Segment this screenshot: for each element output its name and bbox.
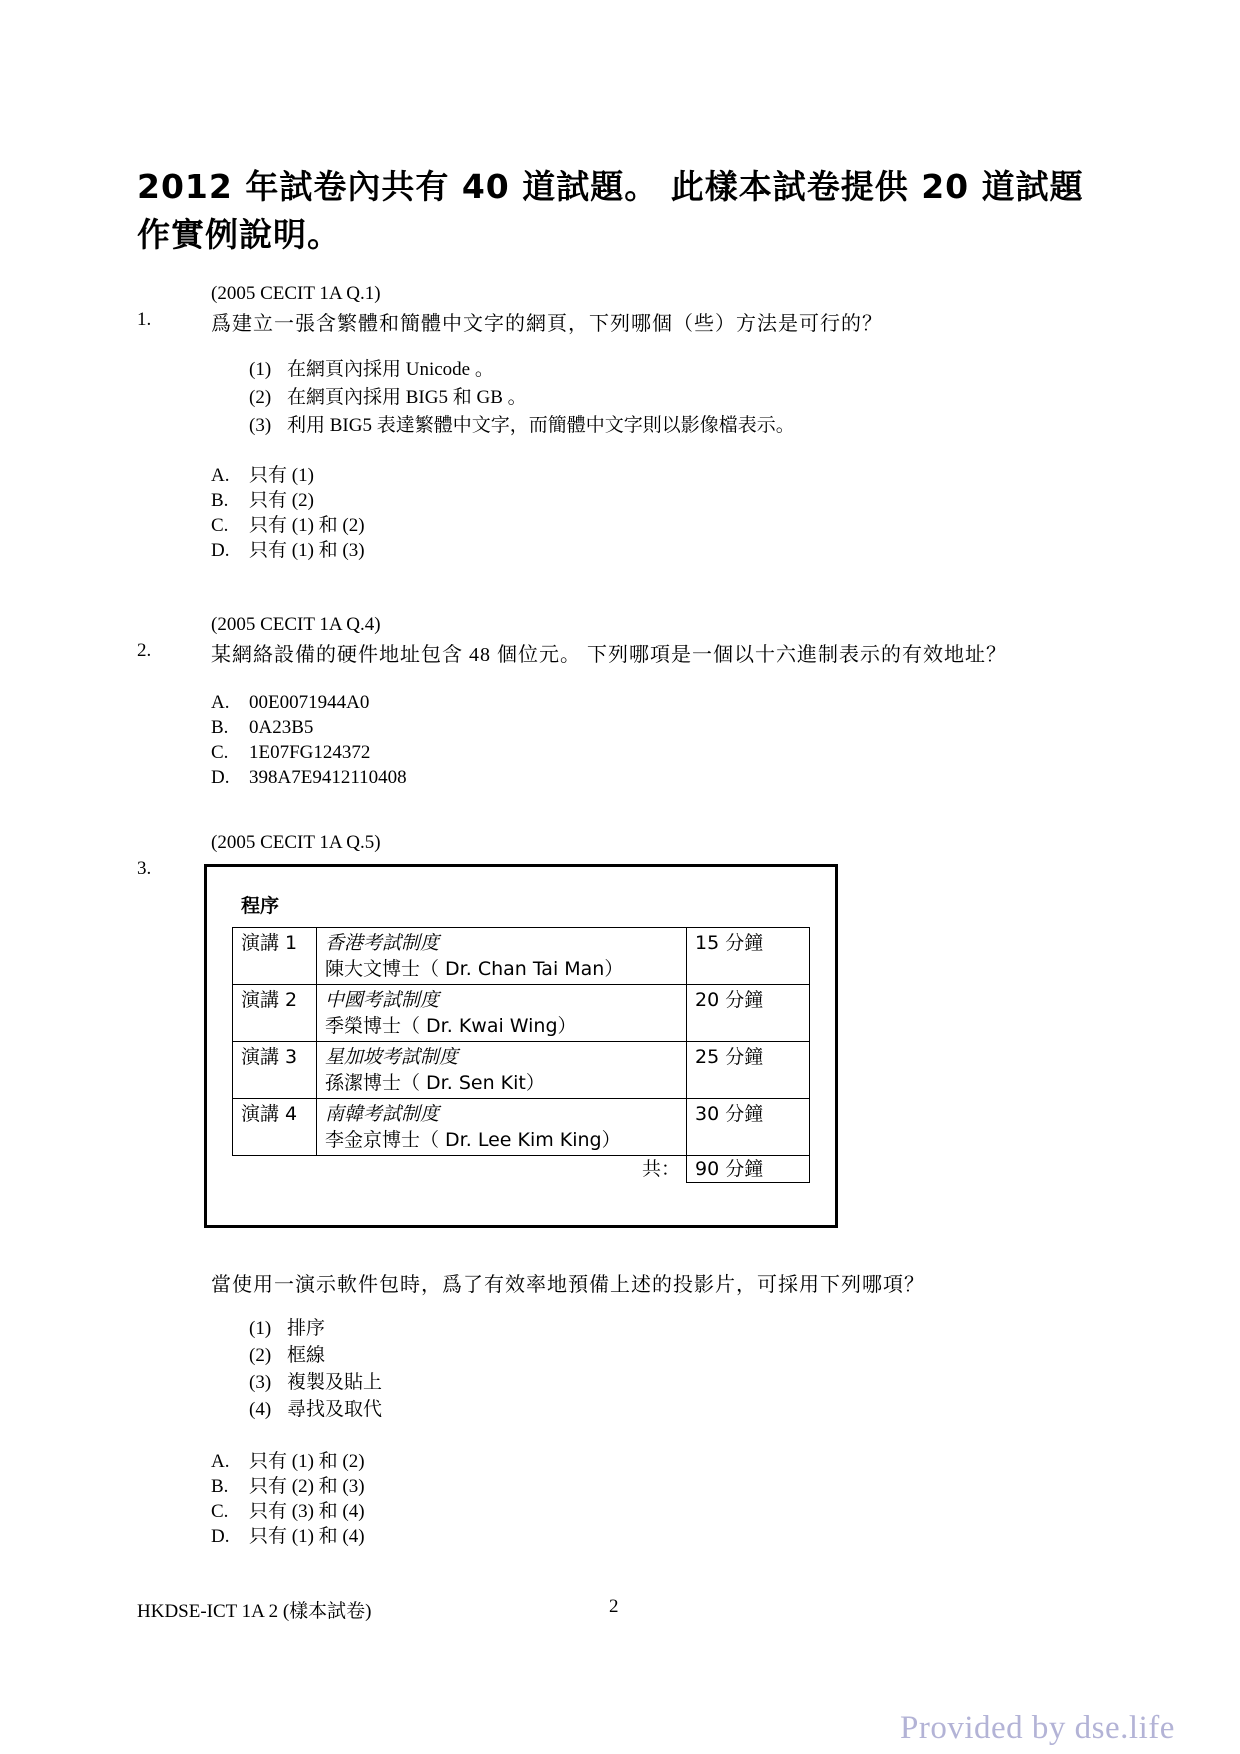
option-label: B.	[211, 1476, 229, 1497]
q1-statement	[249, 412, 795, 440]
talk-speaker: 李金京博士（ Dr. Lee Kim King）	[325, 1129, 621, 1151]
option-label: A.	[211, 692, 230, 713]
option-label: B.	[211, 717, 229, 738]
option-text: 只有 (2)	[249, 490, 314, 511]
statement-text: 利用 BIG5 表達繁體中文字，而簡體中文字則以影像檔表示。	[287, 415, 795, 436]
option-text: 只有 (1) 和 (2)	[249, 1451, 365, 1472]
option-label: C.	[211, 515, 229, 536]
option-text: 只有 (1) 和 (2)	[249, 515, 365, 536]
topic-cell	[317, 928, 687, 985]
q3-stem: 當使用一演示軟件包時，爲了有效率地預備上述的投影片，可採用下列哪項？	[211, 1274, 925, 1296]
talk-topic: 香港考試制度	[325, 932, 440, 954]
q3-number: 3.	[137, 858, 152, 879]
duration-cell: 25 分鐘	[687, 1042, 810, 1099]
talk-speaker: 孫潔博士（ Dr. Sen Kit）	[325, 1072, 545, 1094]
table-row	[233, 985, 810, 1042]
table-row	[233, 1099, 810, 1156]
q2-source: (2005 CECIT 1A Q.4)	[211, 614, 381, 635]
option-label: A.	[211, 1451, 230, 1472]
option-text: 只有 (1)	[249, 465, 314, 486]
q3-statement	[249, 1315, 325, 1343]
duration-cell: 30 分鐘	[687, 1099, 810, 1156]
statement-text: 在網頁內採用 Unicode 。	[287, 359, 494, 380]
q3-source: (2005 CECIT 1A Q.5)	[211, 832, 381, 853]
option-text: 只有 (1) 和 (3)	[249, 540, 365, 561]
option-label: C.	[211, 1501, 229, 1522]
programme-table	[232, 927, 810, 1183]
statement-text: 框線	[287, 1345, 326, 1366]
duration-cell: 15 分鐘	[687, 928, 810, 985]
statement-label: (1)	[249, 1318, 272, 1339]
q3-statement	[249, 1396, 382, 1424]
talk-cell: 演講 3	[233, 1042, 317, 1099]
q3-option-d[interactable]	[211, 1523, 365, 1551]
total-label: 共：	[641, 1158, 680, 1180]
option-text: 0A23B5	[249, 717, 314, 738]
talk-cell: 演講 4	[233, 1099, 317, 1156]
q3-option-c[interactable]	[211, 1498, 365, 1526]
statement-label: (2)	[249, 387, 272, 408]
page-heading: 2012 年試卷內共有 40 道試題。 此樣本試卷提供 20 道試題作實例說明。	[137, 167, 1084, 254]
total-value: 90 分鐘	[687, 1156, 810, 1183]
programme-title: 程序	[241, 895, 280, 917]
footer-page-number: 2	[609, 1596, 619, 1617]
statement-text: 尋找及取代	[287, 1399, 383, 1420]
q3-statement	[249, 1369, 382, 1397]
q3-option-b[interactable]	[211, 1473, 365, 1501]
q1-number: 1.	[137, 309, 152, 330]
option-label: C.	[211, 742, 229, 763]
talk-topic: 中國考試制度	[325, 989, 440, 1011]
q2-option-d[interactable]	[211, 764, 407, 792]
talk-cell: 演講 2	[233, 985, 317, 1042]
topic-cell	[317, 1099, 687, 1156]
option-text: 398A7E9412110408	[249, 767, 407, 788]
q1-stem: 爲建立一張含繁體和簡體中文字的網頁，下列哪個（些）方法是可行的？	[211, 313, 883, 335]
q1-option-d[interactable]	[211, 537, 365, 565]
q2-stem: 某網絡設備的硬件地址包含 48 個位元。 下列哪項是一個以十六進制表示的有效地址？	[211, 644, 1007, 666]
statement-label: (4)	[249, 1399, 272, 1420]
option-text: 只有 (2) 和 (3)	[249, 1476, 365, 1497]
table-row	[233, 1042, 810, 1099]
option-label: A.	[211, 465, 230, 486]
statement-label: (1)	[249, 359, 272, 380]
talk-topic: 南韓考試制度	[325, 1103, 440, 1125]
talk-speaker: 陳大文博士（ Dr. Chan Tai Man）	[325, 958, 624, 980]
option-text: 只有 (3) 和 (4)	[249, 1501, 365, 1522]
statement-label: (3)	[249, 415, 272, 436]
topic-cell	[317, 1042, 687, 1099]
q1-option-a[interactable]	[211, 462, 314, 490]
duration-cell: 20 分鐘	[687, 985, 810, 1042]
q1-option-c[interactable]	[211, 512, 365, 540]
total-row	[233, 1156, 810, 1183]
q1-source: (2005 CECIT 1A Q.1)	[211, 283, 381, 304]
watermark-link[interactable]: Provided by dse.life	[900, 1710, 1175, 1746]
q2-option-c[interactable]	[211, 739, 370, 767]
q2-option-a[interactable]	[211, 689, 369, 717]
option-label: D.	[211, 767, 230, 788]
footer-paper-code: HKDSE-ICT 1A 2 (樣本試卷)	[137, 1601, 372, 1622]
statement-text: 排序	[287, 1318, 326, 1339]
statement-label: (3)	[249, 1372, 272, 1393]
topic-cell	[317, 985, 687, 1042]
statement-label: (2)	[249, 1345, 272, 1366]
q1-statement	[249, 356, 494, 384]
option-label: B.	[211, 490, 229, 511]
q2-number: 2.	[137, 640, 152, 661]
q1-option-b[interactable]	[211, 487, 314, 515]
talk-cell: 演講 1	[233, 928, 317, 985]
q1-statement	[249, 384, 527, 412]
option-text: 1E07FG124372	[249, 742, 371, 763]
q3-statement	[249, 1342, 325, 1370]
statement-text: 在網頁內採用 BIG5 和 GB 。	[287, 387, 527, 408]
option-text: 00E0071944A0	[249, 692, 370, 713]
talk-topic: 星加坡考試制度	[325, 1046, 459, 1068]
talk-speaker: 季榮博士（ Dr. Kwai Wing）	[325, 1015, 577, 1037]
option-text: 只有 (1) 和 (4)	[249, 1526, 365, 1547]
q3-option-a[interactable]	[211, 1448, 365, 1476]
table-row	[233, 928, 810, 985]
option-label: D.	[211, 540, 230, 561]
option-label: D.	[211, 1526, 230, 1547]
statement-text: 複製及貼上	[287, 1372, 383, 1393]
q2-option-b[interactable]	[211, 714, 313, 742]
